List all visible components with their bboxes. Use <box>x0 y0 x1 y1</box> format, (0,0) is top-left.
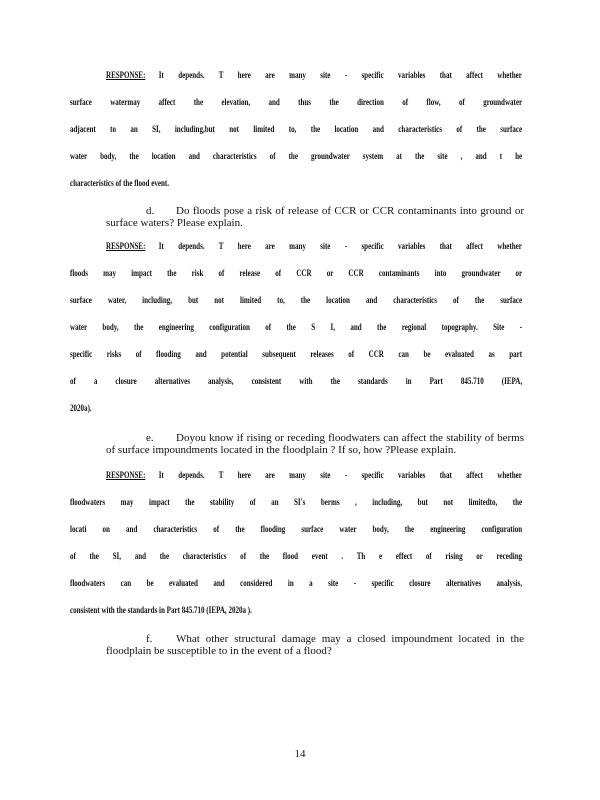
question-d <box>106 205 524 229</box>
question-letter: e. <box>146 432 154 444</box>
response-line: of the SI, and the characteristics of the flood event . Th e effect of rising or receding <box>70 552 523 562</box>
question-text: Doyou know if rising or receding floodwaters can affect the stability of berms of surface impoundments located in the floodplain ? If so, how ?Please explain. <box>106 432 524 456</box>
response-label: RESPONSE: <box>106 71 146 81</box>
response-line: floods may impact the risk of release of CCR or CCR contaminants into groundwater or <box>70 269 523 279</box>
question-letter: f. <box>146 633 153 645</box>
response-line: 2020a). <box>70 404 92 414</box>
response-line: of a closure alternatives analysis, consistent with the standards in Part 845.710 (IEPA, <box>70 377 523 387</box>
response-line: RESPONSE: It depends. T here are many site - specific variables that affect whether <box>106 471 522 481</box>
question-letter: d. <box>146 205 155 217</box>
response-line: surface watermay affect the elevation, and thus the direction of flow, of groundwater <box>70 98 523 108</box>
question-text: What other structural damage may a closed impoundment located in the floodplain be susceptible to in the event of a flood? <box>106 633 524 657</box>
response-label: RESPONSE: <box>106 471 146 481</box>
question-e <box>106 432 524 456</box>
question-text: Do floods pose a risk of release of CCR or CCR contaminants into ground or surface waters? Please explain. <box>106 205 524 229</box>
response-line: floodwaters can be evaluated and considered in a site - specific closure alternatives analysis, <box>70 579 523 589</box>
response-line: water body, the engineering configuration of the S I, and the regional topography. Site - <box>70 323 523 333</box>
response-line: consistent with the standards in Part 845.710 (IEPA, 2020a ). <box>70 606 252 616</box>
response-label: RESPONSE: <box>106 242 146 252</box>
response-line: locati on and characteristics of the flooding surface water body, the engineering configuration <box>70 525 523 535</box>
page-number: 14 <box>294 748 306 760</box>
response-line: water body, the location and characteristics of the groundwater system at the site , and t he <box>70 152 523 162</box>
response-line: floodwaters may impact the stability of an SI's berms , including, but not limitedto, the <box>70 498 523 508</box>
question-f <box>106 633 524 657</box>
response-line: surface water, including, but not limited to, the location and characteristics of the surface <box>70 296 523 306</box>
response-line: adjacent to an SI, including,but not limited to, the location and characteristics of the surface <box>70 125 523 135</box>
response-line: characteristics of the flood event. <box>70 179 169 189</box>
response-line: RESPONSE: It depends. T here are many site - specific variables that affect whether <box>106 71 522 81</box>
response-line: specific risks of flooding and potential subsequent releases of CCR can be evaluated as part <box>70 350 523 360</box>
response-line: RESPONSE: It depends. T here are many site - specific variables that affect whether <box>106 242 522 252</box>
